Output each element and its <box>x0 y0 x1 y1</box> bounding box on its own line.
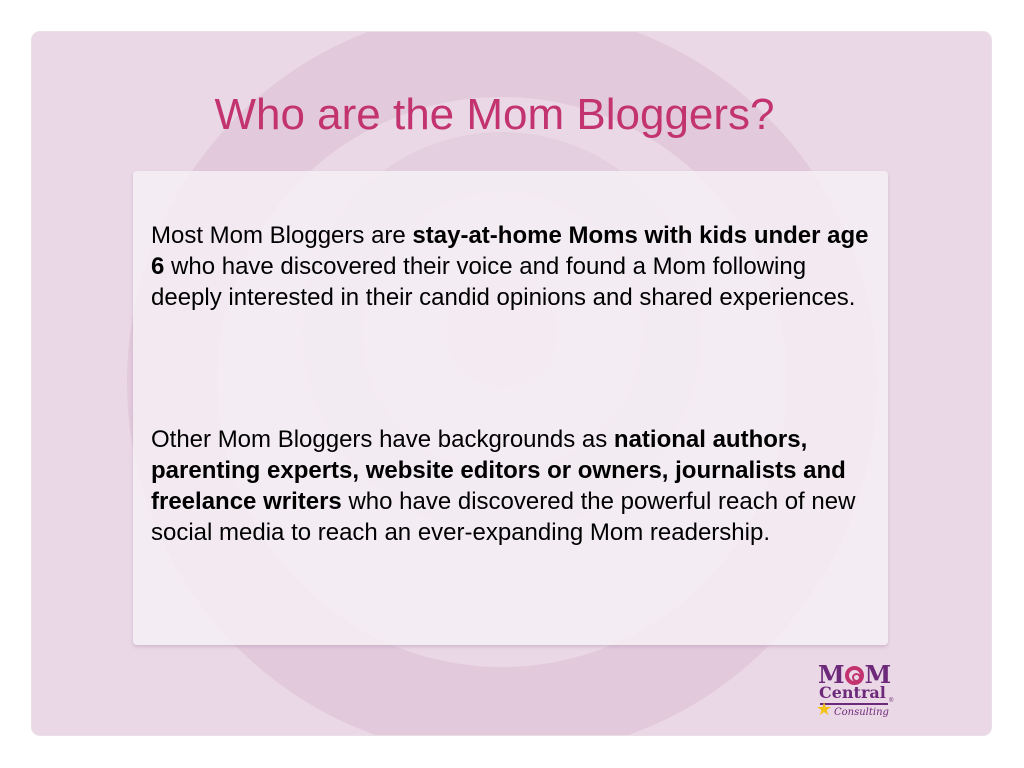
content-box <box>133 171 888 645</box>
paragraph-bold-text: national authors, parenting experts, website editors or owners, journalists and freelance writers <box>151 426 846 515</box>
paragraph-text: Most Mom Bloggers are <box>151 222 413 249</box>
logo-central-text: Central <box>819 683 886 702</box>
slide-title: Who are the Mom Bloggers? <box>214 90 775 139</box>
registered-mark-icon: ® <box>889 698 894 704</box>
paragraph-text: who have discovered the powerful reach of new social media to reach an ever-expanding Mom readership. <box>151 488 856 546</box>
logo-consulting-text: Consulting <box>834 707 889 718</box>
logo-m: M <box>864 660 891 689</box>
paragraph-backgrounds <box>151 424 871 548</box>
star-icon: ★ <box>816 699 833 719</box>
logo-m: M <box>818 660 844 689</box>
slide <box>32 32 991 735</box>
paragraph-bold-text: stay-at-home Moms with kids under age 6 <box>151 222 869 280</box>
paragraph-text: Other Mom Bloggers have backgrounds as <box>151 426 614 453</box>
paragraph-stay-at-home <box>151 220 871 313</box>
mom-central-logo <box>816 662 896 724</box>
paragraph-text: who have discovered their voice and found a Mom following deeply interested in their candid opinions and shared experiences. <box>151 253 856 311</box>
